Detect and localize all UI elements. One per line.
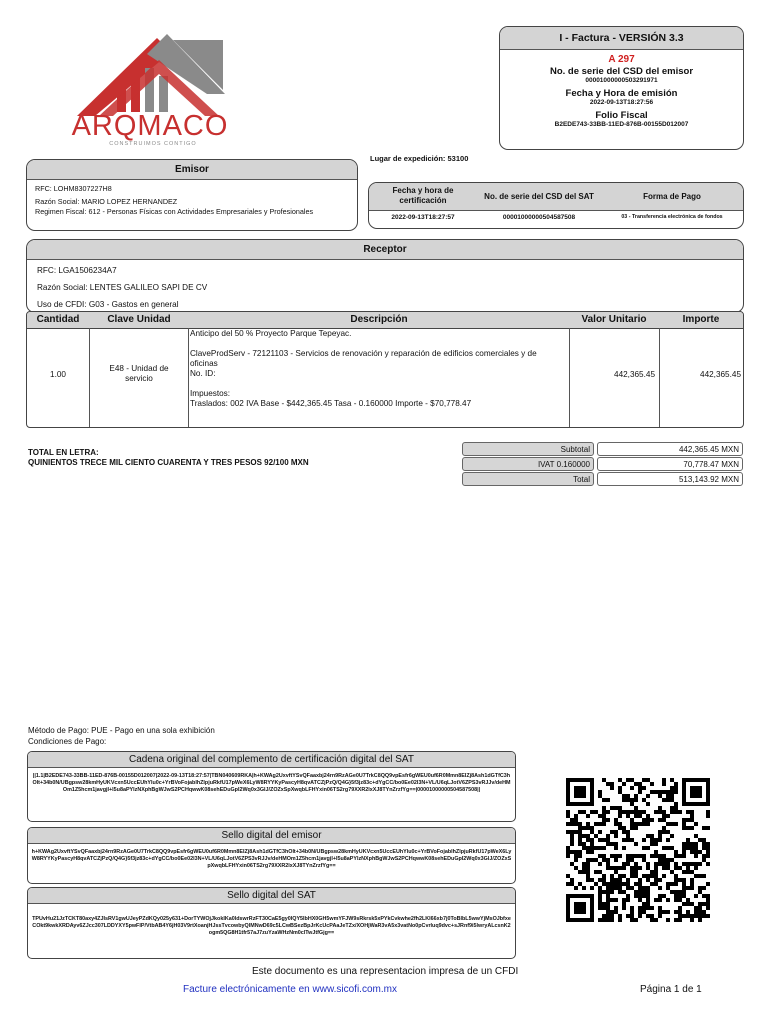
factura-title: I - Factura - VERSIÓN 3.3: [500, 27, 743, 50]
csd-emisor-value: 00001000000503291971: [585, 77, 658, 84]
conceptos-table: [26, 311, 744, 428]
row-clave-unidad: E48 - Unidad de servicio: [109, 364, 169, 383]
desc-line: Impuestos:: [190, 389, 231, 398]
desc-line: ClaveProdServ - 72121103 - Servicios de renovación y reparación de edificios comerciales y de oficinas: [190, 349, 537, 368]
row-importe: 442,365.45: [700, 370, 741, 379]
col-clave-unidad-header: Clave Unidad: [107, 314, 171, 325]
lugar-expedicion: Lugar de expedición: 53100: [370, 154, 469, 163]
iva-label: IVAT 0.160000: [462, 457, 594, 471]
total-label: Total: [462, 472, 594, 486]
fecha-emision-label: Fecha y Hora de emisión: [565, 88, 678, 99]
page-number: Página 1 de 1: [640, 984, 702, 995]
cert-forma-header: Forma de Pago: [643, 192, 701, 201]
row-descripcion: [190, 329, 566, 409]
desc-line: Traslados: 002 IVA Base - $442,365.45 Tasa - 0.160000 Importe - $70,778.47: [190, 399, 472, 408]
desc-line: No. ID:: [190, 369, 216, 378]
qr-code-icon: [566, 778, 710, 922]
company-logo: [55, 24, 245, 152]
sello-sat-title: Sello digital del SAT: [28, 888, 515, 904]
receptor-title: Receptor: [27, 240, 743, 260]
subtotal-label: Subtotal: [462, 442, 594, 456]
total-value: 513,143.92 MXN: [597, 472, 743, 486]
iva-value: 70,778.47 MXN: [597, 457, 743, 471]
col-cantidad-header: Cantidad: [36, 314, 80, 325]
emisor-box: [26, 159, 358, 231]
receptor-rfc: RFC: LGA1506234A7: [37, 266, 117, 275]
receptor-uso-cfdi: Uso de CFDI: G03 - Gastos en general: [37, 300, 179, 309]
csd-emisor-label: No. de serie del CSD del emisor: [549, 66, 694, 77]
emisor-title: Emisor: [27, 160, 357, 180]
row-valor-unitario: 442,365.45: [614, 370, 655, 379]
cert-serie-header: No. de serie del CSD del SAT: [484, 192, 594, 201]
emisor-regimen: Regimen Fiscal: 612 - Personas Físicas con Actividades Empresariales y Profesionales: [35, 207, 314, 216]
divider: [89, 328, 90, 427]
desc-line: Anticipo del 50 % Proyecto Parque Tepeyac.: [190, 329, 352, 338]
logo-mark-icon: [55, 24, 245, 124]
sicofi-link[interactable]: Facture electrónicamente en www.sicofi.com.mx: [183, 984, 397, 995]
metodo-pago-text: Método de Pago: PUE - Pago en una sola exhibición: [28, 726, 215, 735]
subtotal-value: 442,365.45 MXN: [597, 442, 743, 456]
col-importe-header: Importe: [682, 314, 720, 325]
sello-sat-box: [27, 887, 516, 959]
cadena-original-box: [27, 751, 516, 822]
sello-emisor-text: h+KWAg2UxvftYSvQFaaxbj24rn9RzAGe0U7TrkC8QQ9vpEsfr6gWEU0uf6R0Mmn8EIZj8Ash1dGTfC3hOlt+34b0N/UBgpsw28kmHyUKVcxn5UccEUhYlu0c+YrBVoFojablhZlpjuRkfU17pWeX6LyW8RYYKyPascyH8qvATCZjPzQ/Q4G}5f3jz83c+dYgCC/bo0Ee02l3N+VL/U6qLJotV6ZPS3vRJJv/deHMOm1Z5hcm1javgjI+I5u8aPYlzNXphBgWJwS2PCHqwwK08sehEDuGpI2Wq0x3GlJ/ZOZxSpXwqbLFHYxin06TS2rg79XXR2lxXJ8TYnZrzfYg==: [31, 849, 512, 870]
metodo-pago: [28, 725, 215, 747]
divider: [188, 328, 189, 427]
certificacion-box: [368, 182, 744, 229]
cadena-original-title: Cadena original del complemento de certificación digital del SAT: [28, 752, 515, 768]
cfdi-note: Este documento es una representacion impresa de un CFDI: [252, 966, 519, 977]
logo-tagline: CONSTRUIMOS CONTIGO: [109, 141, 197, 147]
cert-fecha-value: 2022-09-13T18:27:57: [391, 214, 455, 221]
total-en-letra: [28, 448, 309, 468]
factura-header-box: [499, 26, 744, 150]
row-cantidad: 1.00: [50, 370, 66, 379]
cert-forma-value: 03 - Transferencia electrónica de fondos: [621, 214, 723, 220]
cert-fecha-header: Fecha y hora de certificación: [392, 186, 454, 205]
total-letra-label: TOTAL EN LETRA:: [28, 448, 99, 457]
receptor-razon-social: Razón Social: LENTES GALILEO SAPI DE CV: [37, 283, 208, 292]
total-letra-value: QUINIENTOS TRECE MIL CIENTO CUARENTA Y TRES PESOS 92/100 MXN: [28, 458, 309, 467]
sello-sat-text: TPUvHu21JzTCKT80axy4ZJIsRV1gwUJeyPZdKQy025y631+DorTYWOjJkokIKa0ldswrRzFT30CaE5gy0IQY5lbHX0GH5wmYFJW9sRkrsk5xPYkCvkwhe2fh2LKl66xb7j0ToBlbL5wwYjMsOJbfxeCOkt9kwkXRDAyv6ZJcc307LDDYXY5pwFIP/VtbAB4Y6jH03V9rtXoanjHJssTvcowbyQlMNwD69c5LCwBSezBpJrKcUcPAaJeTZx/XOHjWaR3vA5x3vatNo0pCvrluq9dvc+sJRnf9i5lwryALcsnK2ogm5QG8H1tfr57aJ7zuYzaWHzNm0clTwJtfGjg==: [32, 916, 511, 937]
sello-emisor-title: Sello digital del emisor: [28, 828, 515, 844]
emisor-rfc: RFC: LOHM8307227H8: [35, 184, 112, 193]
logo-brand-text: ARQMACO: [71, 110, 229, 142]
folio-fiscal-label: Folio Fiscal: [595, 110, 648, 121]
sello-emisor-box: [27, 827, 516, 884]
folio-fiscal-value: B2EDE743-33BB-11ED-876B-00155D012007: [554, 121, 689, 128]
receptor-box: [26, 239, 744, 313]
totales-block: [462, 442, 744, 488]
cert-serie-value: 00001000000504587508: [502, 214, 576, 221]
fecha-emision-value: 2022-09-13T18:27:56: [589, 99, 654, 106]
col-descripcion-header: Descripción: [350, 314, 408, 325]
emisor-razon-social: Razón Social: MARIO LOPEZ HERNANDEZ: [35, 197, 178, 206]
factura-folio: A 297: [608, 54, 635, 65]
cadena-original-text: ||1.1|B2EDE743-33BB-11ED-876B-00155D012007|2022-09-13T18:27:57|TBN040609RKA|h+KWAg2UxvftYSvQFaaxbj24rn9RzAGe0U7TrkC8QQ9vpEsfr6gWEU0uf6R0Mmn8EIZj8Ash1dGTfC3hOlt+34b0N/UBgpsw28kmHyUKVcxn5UccEUhYlu0c+YrBVoFojablhZlpjuRkfU17pWeX6LyW8RYYKyPascyH8qvATCZjPzQ/Q4G}5f3jz83c+dYgCC/bo0Ee02l3N+VL/U6qLJotV6ZPS3vRJJv/deHMOm1Z5hcm1javgjI+I5u8aPYlzNXphBgWJwS2PCHqwwK08sehEDuGpI2Wq0x3GlJ/ZOZxSpXwqbLFHYxin06TS2rg79XXR2lxXJ8TYnZrzfYg==|00001000000504587508||: [32, 773, 511, 794]
condiciones-pago-text: Condiciones de Pago:: [28, 737, 107, 746]
col-valor-unitario-header: Valor Unitario: [581, 314, 647, 325]
